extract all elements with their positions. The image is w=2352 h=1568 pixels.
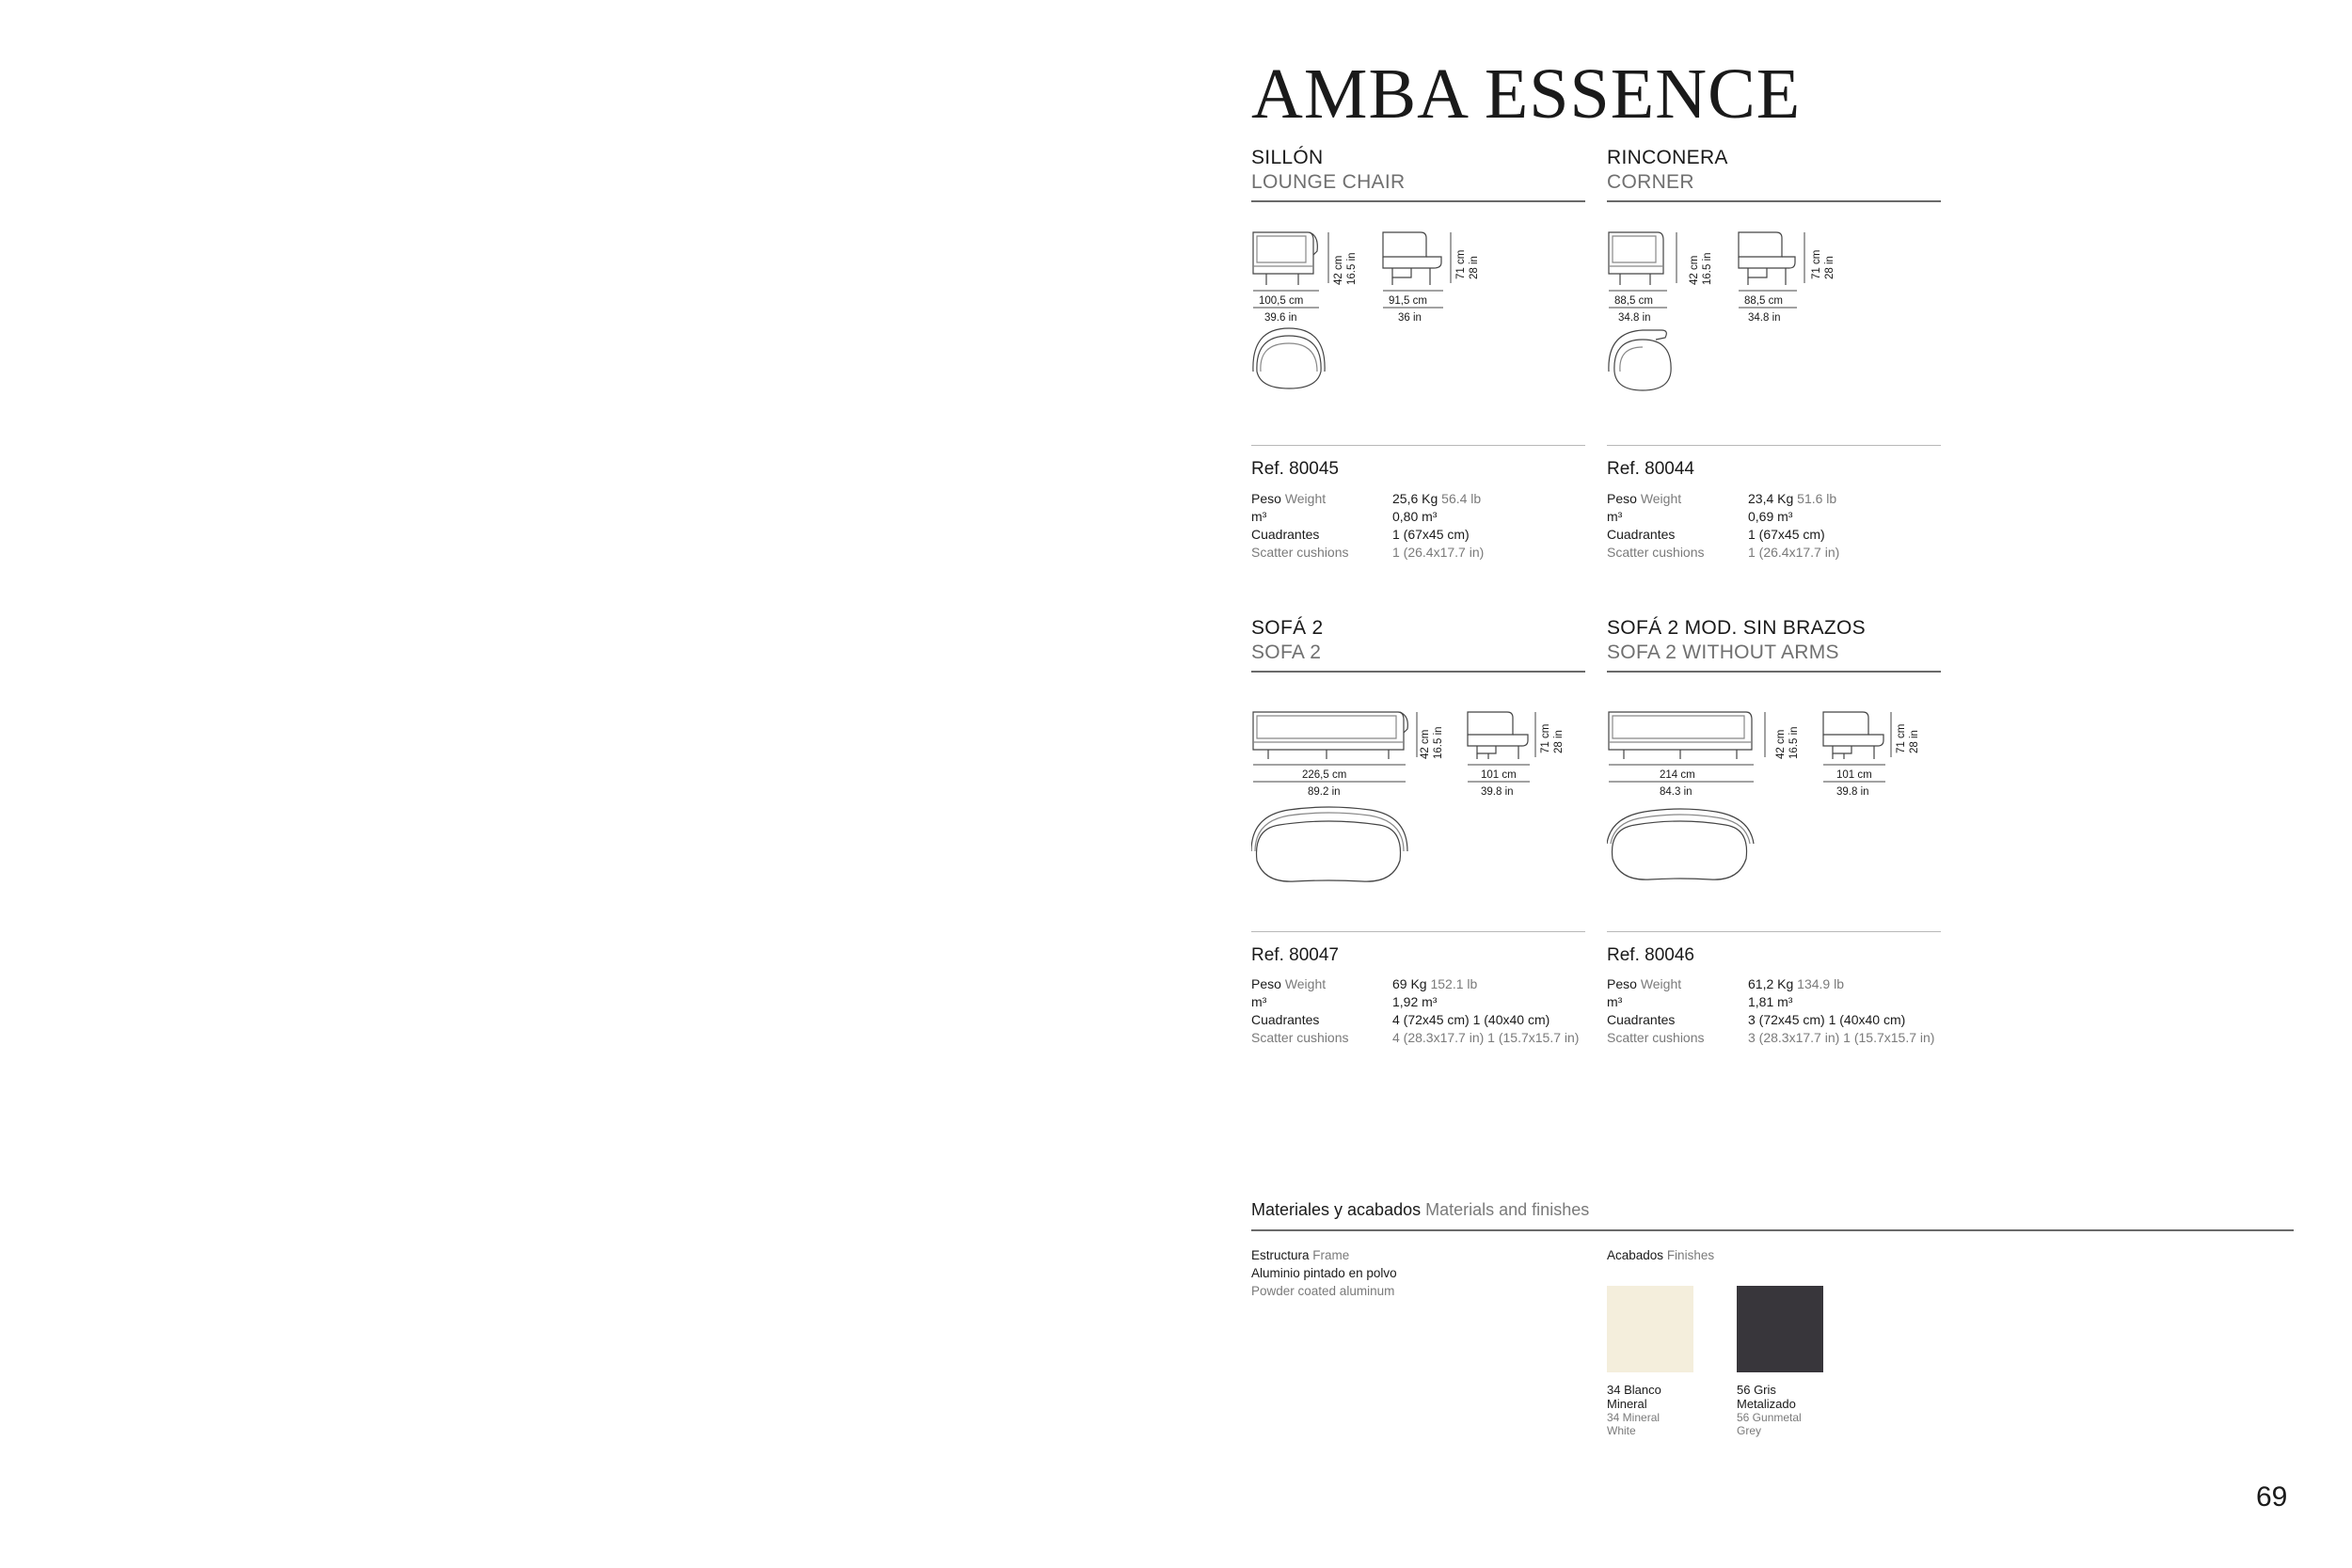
cushions-label: Cuadrantes	[1607, 527, 1676, 542]
weight-label: Weight	[1284, 976, 1327, 991]
front-view-drawing	[1609, 712, 1752, 759]
front-width-in: 89.2 in	[1308, 786, 1341, 798]
weight-kg: 25,6 Kg	[1392, 491, 1438, 506]
cushions-value: 1 (67x45 cm)	[1748, 527, 1825, 542]
product-ref: Ref. 80045	[1251, 459, 1339, 479]
scatter-label: Scatter cushions	[1251, 545, 1349, 560]
front-view-drawing	[1253, 712, 1407, 759]
total-height-in: 28 in	[1469, 256, 1480, 279]
scatter-label: Scatter cushions	[1607, 545, 1705, 560]
cushions-label: Cuadrantes	[1251, 527, 1320, 542]
scatter-value: 1 (26.4x17.7 in)	[1748, 545, 1840, 560]
materials-section	[1251, 1199, 2294, 1437]
weight-lb: 51.6 lb	[1797, 491, 1837, 506]
materials-heading	[1251, 1199, 2294, 1220]
product-name-es: RINCONERA	[1607, 147, 1728, 168]
weight-kg: 69 Kg	[1392, 976, 1427, 991]
front-width-cm: 226,5 cm	[1302, 769, 1347, 781]
side-depth-cm: 91,5 cm	[1389, 295, 1427, 307]
finish-label	[1737, 1383, 1840, 1437]
product-sofa-2-without-arms	[1607, 616, 1941, 1058]
finish-name-en: 34 Mineral	[1607, 1411, 1661, 1424]
product-specs	[1251, 490, 1590, 562]
product-sofa-2	[1251, 616, 1585, 1058]
product-lounge-chair	[1251, 146, 1585, 569]
finish-name-en: Grey	[1737, 1424, 1762, 1437]
top-view-drawing	[1607, 809, 1754, 879]
product-specs	[1251, 975, 1590, 1047]
peso-label: Peso	[1251, 491, 1281, 506]
cushions-value: 1 (67x45 cm)	[1392, 527, 1470, 542]
product-specs	[1607, 975, 1946, 1047]
product-ref: Ref. 80047	[1251, 945, 1339, 965]
cushions-label: Cuadrantes	[1607, 1012, 1676, 1027]
divider	[1607, 445, 1941, 446]
product-ref: Ref. 80046	[1607, 945, 1694, 965]
total-height-cm: 71 cm	[1540, 723, 1551, 753]
side-depth-cm: 101 cm	[1836, 769, 1872, 781]
scatter-value: 4 (28.3x17.7 in) 1 (15.7x15.7 in)	[1392, 1030, 1580, 1045]
volume-label: m³	[1251, 509, 1267, 524]
divider	[1251, 200, 1585, 202]
side-depth-in: 39.8 in	[1481, 786, 1514, 798]
side-depth-cm: 101 cm	[1481, 769, 1517, 781]
finishes-info	[1607, 1246, 1983, 1264]
divider	[1251, 671, 1585, 673]
weight-lb: 134.9 lb	[1797, 976, 1844, 991]
divider	[1607, 931, 1941, 932]
divider	[1251, 445, 1585, 446]
scatter-value: 1 (26.4x17.7 in)	[1392, 545, 1485, 560]
side-view-drawing	[1383, 232, 1441, 285]
product-drawings	[1607, 230, 1941, 456]
divider	[1607, 200, 1941, 202]
side-depth-in: 39.8 in	[1836, 786, 1869, 798]
side-view-drawing	[1823, 712, 1883, 759]
cushions-value: 3 (72x45 cm) 1 (40x40 cm)	[1748, 1012, 1906, 1027]
side-depth-in: 34.8 in	[1748, 312, 1781, 324]
top-view-drawing	[1253, 328, 1325, 388]
finish-swatch-blanco-mineral[interactable]	[1607, 1286, 1693, 1372]
product-corner	[1607, 146, 1941, 569]
seat-height-cm: 42 cm	[1775, 729, 1787, 759]
product-name-en: CORNER	[1607, 171, 1694, 193]
finish-label	[1607, 1383, 1710, 1437]
weight-label: Weight	[1284, 491, 1327, 506]
finish-name-en: 56 Gunmetal	[1737, 1411, 1802, 1424]
front-width-in: 39.6 in	[1264, 312, 1297, 324]
frame-value-en: Powder coated aluminum	[1251, 1284, 1395, 1298]
side-depth-in: 36 in	[1398, 312, 1422, 324]
peso-label: Peso	[1607, 491, 1637, 506]
frame-info	[1251, 1246, 1590, 1300]
side-view-drawing	[1468, 712, 1528, 759]
product-name-es: SOFÁ 2	[1251, 617, 1324, 639]
finishes-label-en: Finishes	[1666, 1248, 1715, 1262]
total-height-cm: 71 cm	[1896, 723, 1907, 753]
seat-height-in: 16.5 in	[1433, 726, 1444, 759]
scatter-label: Scatter cushions	[1251, 1030, 1349, 1045]
volume-value: 0,80 m³	[1392, 509, 1438, 524]
seat-height-in: 16.5 in	[1788, 726, 1800, 759]
front-width-in: 34.8 in	[1618, 312, 1651, 324]
product-name-es: SILLÓN	[1251, 147, 1324, 168]
divider	[1607, 671, 1941, 673]
total-height-in: 28 in	[1824, 256, 1836, 279]
finish-name-es: Metalizado	[1737, 1397, 1796, 1411]
side-depth-cm: 88,5 cm	[1744, 295, 1783, 307]
total-height-in: 28 in	[1909, 730, 1920, 753]
finish-swatch-gris-metalizado[interactable]	[1737, 1286, 1823, 1372]
front-view-drawing	[1253, 232, 1317, 285]
weight-kg: 23,4 Kg	[1748, 491, 1794, 506]
volume-value: 1,92 m³	[1392, 994, 1438, 1009]
weight-label: Weight	[1640, 491, 1682, 506]
seat-height-cm: 42 cm	[1420, 729, 1431, 759]
weight-label: Weight	[1640, 976, 1682, 991]
total-height-cm: 71 cm	[1811, 249, 1822, 279]
finish-name-es: Mineral	[1607, 1397, 1647, 1411]
page-number: 69	[2256, 1481, 2288, 1513]
front-width-in: 84.3 in	[1660, 786, 1692, 798]
scatter-label: Scatter cushions	[1607, 1030, 1705, 1045]
materials-heading-en: Materials and finishes	[1425, 1200, 1590, 1219]
product-name-en: LOUNGE CHAIR	[1251, 171, 1406, 193]
product-ref: Ref. 80044	[1607, 459, 1694, 479]
product-drawings	[1607, 701, 1941, 945]
product-name-en: SOFA 2 WITHOUT ARMS	[1607, 641, 1839, 663]
volume-value: 0,69 m³	[1748, 509, 1793, 524]
product-drawings	[1251, 701, 1585, 945]
weight-kg: 61,2 Kg	[1748, 976, 1794, 991]
finishes-label-es: Acabados	[1607, 1248, 1664, 1262]
product-name-en: SOFA 2	[1251, 641, 1322, 663]
finish-name-es: 56 Gris	[1737, 1383, 1776, 1397]
volume-label: m³	[1251, 994, 1267, 1009]
divider	[1251, 1229, 2294, 1231]
cushions-value: 4 (72x45 cm) 1 (40x40 cm)	[1392, 1012, 1550, 1027]
total-height-in: 28 in	[1553, 730, 1565, 753]
scatter-value: 3 (28.3x17.7 in) 1 (15.7x15.7 in)	[1748, 1030, 1935, 1045]
frame-label-es: Estructura	[1251, 1248, 1310, 1262]
side-view-drawing	[1739, 232, 1795, 285]
top-view-drawing	[1251, 807, 1407, 881]
front-width-cm: 214 cm	[1660, 769, 1695, 781]
finish-name-en: White	[1607, 1424, 1636, 1437]
weight-lb: 152.1 lb	[1430, 976, 1478, 991]
seat-height-in: 16.5 in	[1702, 252, 1713, 285]
volume-label: m³	[1607, 509, 1623, 524]
product-drawings	[1251, 230, 1585, 456]
weight-lb: 56.4 lb	[1441, 491, 1482, 506]
seat-height-cm: 42 cm	[1689, 255, 1700, 285]
page-title: AMBA ESSENCE	[1251, 55, 1802, 134]
volume-label: m³	[1607, 994, 1623, 1009]
peso-label: Peso	[1251, 976, 1281, 991]
product-name-es: SOFÁ 2 MOD. SIN BRAZOS	[1607, 617, 1866, 639]
top-view-drawing	[1609, 330, 1671, 390]
seat-height-cm: 42 cm	[1333, 255, 1344, 285]
peso-label: Peso	[1607, 976, 1637, 991]
total-height-cm: 71 cm	[1455, 249, 1467, 279]
cushions-label: Cuadrantes	[1251, 1012, 1320, 1027]
front-width-cm: 88,5 cm	[1614, 295, 1653, 307]
front-view-drawing	[1609, 232, 1663, 285]
frame-value-es: Aluminio pintado en polvo	[1251, 1266, 1397, 1280]
front-width-cm: 100,5 cm	[1259, 295, 1304, 307]
volume-value: 1,81 m³	[1748, 994, 1793, 1009]
frame-label-en: Frame	[1312, 1248, 1350, 1262]
seat-height-in: 16.5 in	[1346, 252, 1358, 285]
divider	[1251, 931, 1585, 932]
finish-name-es: 34 Blanco	[1607, 1383, 1661, 1397]
product-specs	[1607, 490, 1946, 562]
materials-heading-es: Materiales y acabados	[1251, 1200, 1422, 1219]
